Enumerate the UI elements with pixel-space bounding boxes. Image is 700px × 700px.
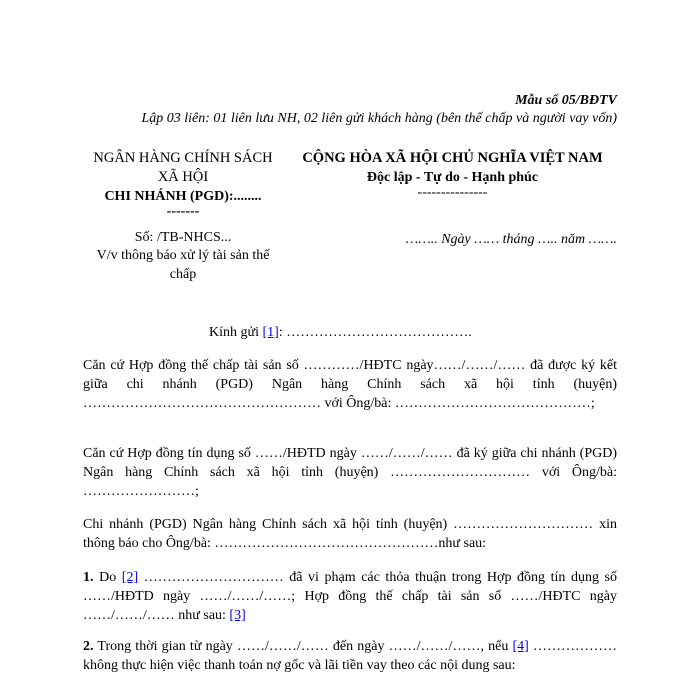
item-text: Do <box>93 570 122 585</box>
branch-rule: ------- <box>166 204 200 219</box>
footnote-ref-1[interactable]: [1] <box>262 325 279 340</box>
greeting <box>209 323 472 342</box>
item-text: ……………… không thực hiện việc thanh toán nợ gốc và lãi tiền vay theo các nội dung sau: <box>83 639 617 673</box>
national-header <box>290 149 615 199</box>
form-code: Mẫu số 05/BĐTV <box>515 93 617 108</box>
item-number: 2. <box>83 639 94 654</box>
paragraph-item-2 <box>83 637 617 675</box>
branch-name: CHI NHÁNH (PGD):........ <box>104 189 262 204</box>
paragraph-credit-contract: Căn cứ Hợp đồng tín dụng số ……/HĐTD ngày ……/……/…… đã ký giữa chi nhánh (PGD) Ngân hàng Chính sách xã hội tỉnh (huyện) ………………………… với Ông/bà: ……………………; <box>83 446 617 499</box>
greeting-text: Kính gửi <box>209 325 263 340</box>
document-number: Số: /TB-NHCS... <box>134 230 232 245</box>
footnote-ref-2[interactable]: [2] <box>121 570 139 585</box>
document-date: …….. Ngày …… tháng ….. năm ……. <box>405 232 617 247</box>
footnote-ref-4[interactable]: [4] <box>512 639 529 654</box>
issuer-block <box>83 149 283 218</box>
item-text: Trong thời gian từ ngày ……/……/…… đến ngày ……/……/……, nếu <box>93 639 513 654</box>
item-text: ………………………… đã vi phạm các thỏa thuận trong Hợp đồng tín dụng số ……/HĐTD ngày ……/……/……; Hợp đồng thế chấp tài sản số ……/HĐTC ngày ……/……/…… như sau: <box>83 570 617 623</box>
greeting-tail: : …………………………………. <box>278 325 472 340</box>
paragraph-collateral-contract: Căn cứ Hợp đồng thế chấp tài sản số …………/HĐTC ngày……/……/…… đã được ký kết giữa chi nhánh (PGD) Ngân hàng Chính sách xã hội tỉnh (huyện) …………………………………………… với Ông/bà: ……………………………………; <box>83 358 617 411</box>
motto-rule: --------------- <box>417 185 488 200</box>
motto: Độc lập - Tự do - Hạnh phúc <box>366 170 539 185</box>
bank-name: NGÂN HÀNG CHÍNH SÁCH XÃ HỘI <box>93 150 273 185</box>
item-number: 1. <box>83 570 94 585</box>
paragraph-item-1 <box>83 568 617 625</box>
footnote-ref-3[interactable]: [3] <box>229 608 246 623</box>
country-name: CỘNG HÒA XÃ HỘI CHỦ NGHĨA VIỆT NAM <box>302 150 603 166</box>
paragraph-notice: Chi nhánh (PGD) Ngân hàng Chính sách xã hội tỉnh (huyện) ………………………… xin thông báo cho Ông/bà: …………………………………………như sau: <box>83 517 617 551</box>
copies-note: Lập 03 liên: 01 liên lưu NH, 02 liên gửi khách hàng (bên thế chấp và người vay vốn) <box>141 111 617 126</box>
document-subject: V/v thông báo xử lý tài sản thế chấp <box>96 248 270 282</box>
